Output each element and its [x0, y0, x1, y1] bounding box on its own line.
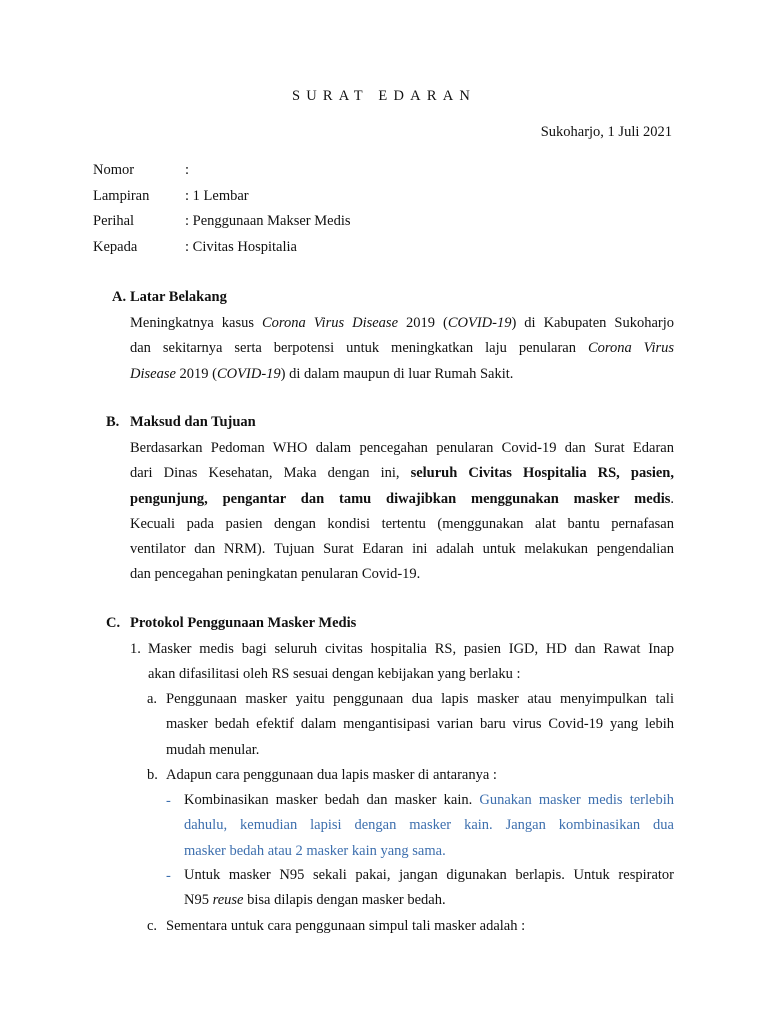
section-a-line [130, 336, 674, 361]
item-b-body [166, 763, 674, 788]
text-run: Corona Virus Disease [261, 315, 399, 331]
item-a-line: Penggunaan masker yaitu penggunaan dua lapis masker atau menyimpulkan tali [166, 691, 674, 707]
meta-row-lampiran [93, 186, 351, 212]
section-a-body [130, 311, 674, 387]
meta-value: : [185, 162, 190, 178]
section-b-line: Berdasarkan Pedoman WHO dalam pencegahan penularan Covid-19 dan Surat Edaran [130, 440, 674, 456]
item-a-marker: a. [147, 691, 158, 707]
meta-value: : Penggunaan Makser Medis [185, 213, 351, 229]
section-c-heading: Protokol Penggunaan Masker Medis [130, 615, 357, 631]
date-line: Sukoharjo, 1 Juli 2021 [540, 124, 672, 140]
dash-2-marker: - [166, 868, 171, 884]
text-run: pengunjung, pengantar dan tamu diwajibkan menggunakan masker medis [130, 490, 671, 507]
meta-label: Lampiran [93, 187, 150, 204]
item-c-line: Sementara untuk cara penggunaan simpul tali masker adalah : [166, 918, 526, 934]
item-c-marker: c. [147, 918, 158, 934]
text-run: seluruh Civitas Hospitalia RS, pasien, [410, 465, 674, 482]
section-a-line [130, 362, 674, 387]
item-a-body [166, 687, 674, 763]
text-run: dan sekitarnya serta berpotensi untuk meningkatkan laju penularan [130, 340, 588, 357]
item-1-line: akan difasilitasi oleh RS sesuai dengan kebijakan yang berlaku : [148, 666, 521, 683]
dash-2-line [184, 888, 674, 913]
text-run: bisa dilapis dengan masker bedah. [243, 892, 446, 909]
item-1-body [148, 637, 674, 688]
section-b-line: dan pencegahan peningkatan penularan Covid-19. [130, 566, 421, 583]
meta-row-perihal [93, 211, 351, 237]
item-b-marker: b. [147, 767, 158, 783]
text-run: dari Dinas Kesehatan, Maka dengan ini, [130, 465, 411, 482]
text-run: . [670, 490, 674, 507]
item-1-marker: 1. [130, 641, 141, 657]
text-run: Kombinasikan masker bedah dan masker kain. [184, 792, 480, 808]
dash-1-line: masker bedah atau 2 masker kain yang sama. [184, 842, 446, 859]
item-b-line: Adapun cara penggunaan dua lapis masker di antaranya : [166, 767, 497, 783]
dash-1-line [184, 788, 674, 813]
meta-label: Nomor [93, 162, 135, 178]
text-run: 2019 ( [398, 315, 448, 331]
text-run: Corona Virus [587, 340, 675, 357]
letter-meta [93, 160, 351, 262]
text-run: reuse [212, 892, 244, 909]
section-c-marker: C. [106, 615, 121, 631]
text-run: Meningkatnya kasus [130, 315, 262, 331]
section-b-line: ventilator dan NRM). Tujuan Surat Edaran ini adalah untuk melakukan pengendalian [130, 541, 674, 558]
section-a-heading: Latar Belakang [130, 289, 227, 305]
meta-value: : 1 Lembar [185, 187, 249, 204]
section-b-body [130, 436, 674, 588]
text-run: COVID-19 [447, 315, 512, 331]
text-run: COVID-19 [217, 365, 281, 382]
meta-label: Perihal [93, 213, 135, 229]
text-run: N95 [184, 892, 213, 909]
item-a-line: mudah menular. [166, 741, 260, 758]
meta-row-nomor [93, 160, 351, 186]
dash-1-marker: - [166, 793, 171, 809]
section-b-line: Kecuali pada pasien dengan kondisi tertentu (menggunakan alat bantu pernafasan [130, 515, 674, 532]
item-c-body [166, 914, 674, 939]
section-b-marker: B. [106, 414, 120, 430]
text-run: ) di dalam maupun di luar Rumah Sakit. [280, 365, 514, 382]
document-title: SURAT EDARAN [291, 88, 477, 104]
meta-row-kepada [93, 237, 351, 263]
meta-label: Kepada [93, 238, 138, 255]
meta-value: : Civitas Hospitalia [185, 238, 297, 255]
item-a-line: masker bedah efektif dalam mengantisipasi varian baru virus Covid-19 yang lebih [166, 716, 674, 733]
section-a-line [130, 311, 674, 336]
section-b-line [130, 487, 674, 512]
section-b-line [130, 461, 674, 486]
text-run: ) di Kabupaten Sukoharjo [511, 315, 674, 331]
text-run: Disease [130, 365, 176, 382]
dash-2-line: Untuk masker N95 sekali pakai, jangan digunakan berlapis. Untuk respirator [184, 867, 674, 883]
section-b-heading: Maksud dan Tujuan [130, 414, 256, 430]
dash-1-body [184, 788, 674, 864]
item-1-line: Masker medis bagi seluruh civitas hospitalia RS, pasien IGD, HD dan Rawat Inap [148, 641, 674, 657]
dash-1-line: dahulu, kemudian lapisi dengan masker kain. Jangan kombinasikan dua [184, 817, 674, 834]
section-a-marker: A. [112, 289, 127, 305]
text-run: 2019 ( [175, 365, 218, 382]
dash-2-body [184, 863, 674, 914]
text-run: Gunakan masker medis terlebih [479, 792, 674, 808]
